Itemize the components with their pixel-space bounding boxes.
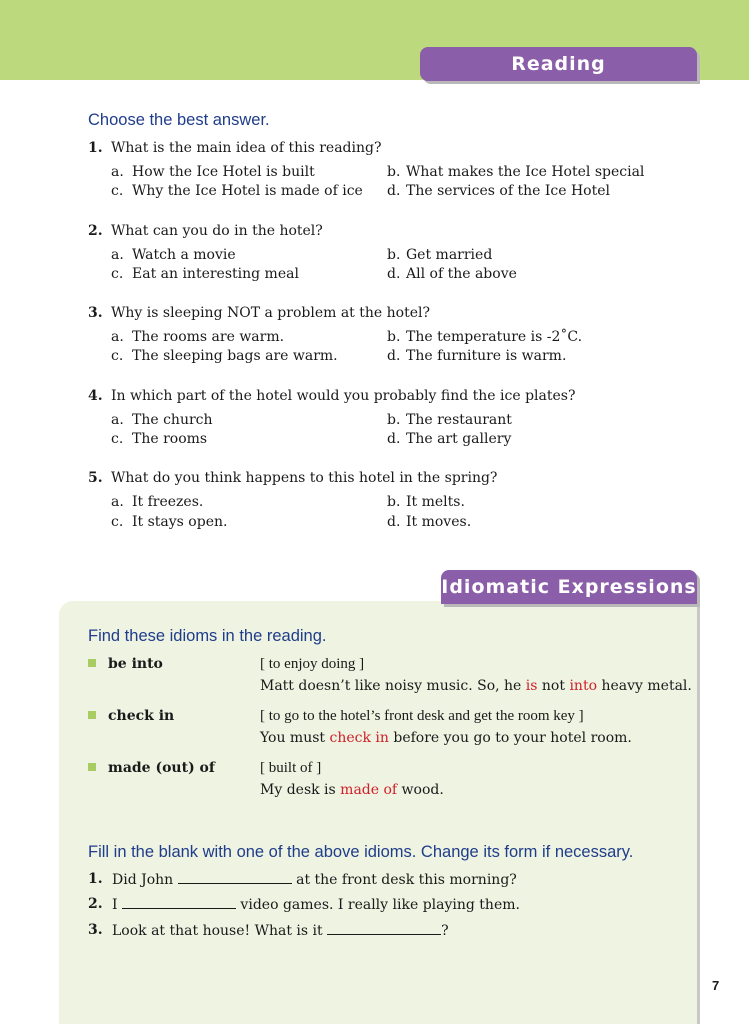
fill-number: 1.: [88, 871, 103, 887]
question-number: 2.: [88, 223, 103, 239]
option-letter: a.: [111, 247, 124, 263]
option-letter: a.: [111, 412, 124, 428]
question-number: 1.: [88, 140, 103, 156]
option-letter: d.: [387, 183, 401, 199]
option-letter: a.: [111, 329, 124, 345]
option-c: Why the Ice Hotel is made of ice: [132, 183, 363, 199]
fill-sentence: Did John at the front desk this morning?: [112, 872, 517, 888]
option-b: The restaurant: [406, 412, 512, 428]
fill-sentence: Look at that house! What is it ?: [112, 923, 449, 939]
question-number: 4.: [88, 388, 103, 404]
square-bullet-icon: [88, 711, 96, 719]
square-bullet-icon: [88, 659, 96, 667]
answer-blank[interactable]: [178, 870, 292, 884]
idiom-example: My desk is made of wood.: [260, 782, 444, 798]
option-c: The rooms: [132, 431, 208, 447]
fill-number: 3.: [88, 922, 103, 938]
option-c: The sleeping bags are warm.: [132, 348, 338, 364]
idiom-definition: [ to go to the hotel’s front desk and get the room key ]: [260, 708, 584, 724]
option-letter: c.: [111, 183, 124, 199]
instruction-heading: Choose the best answer.: [88, 111, 270, 129]
fill-number: 2.: [88, 896, 103, 912]
option-letter: a.: [111, 164, 124, 180]
answer-blank[interactable]: [122, 895, 236, 909]
option-a: It freezes.: [132, 494, 204, 510]
option-d: All of the above: [406, 266, 517, 282]
fill-sentence: I video games. I really like playing them.: [112, 897, 520, 913]
idiom-term: made (out) of: [108, 760, 215, 776]
option-letter: c.: [111, 431, 124, 447]
option-b: It melts.: [406, 494, 465, 510]
option-a: The rooms are warm.: [132, 329, 285, 345]
option-letter: c.: [111, 348, 124, 364]
option-letter: c.: [111, 514, 124, 530]
option-d: The services of the Ice Hotel: [406, 183, 610, 199]
option-a: Watch a movie: [132, 247, 236, 263]
option-d: The art gallery: [406, 431, 512, 447]
option-a: The church: [132, 412, 213, 428]
option-letter: b.: [387, 329, 401, 345]
idiomatic-expressions-tab: Idiomatic Expressions: [441, 570, 697, 604]
question-number: 5.: [88, 470, 103, 486]
option-d: It moves.: [406, 514, 472, 530]
question-text: In which part of the hotel would you probably find the ice plates?: [111, 388, 576, 404]
idiom-definition: [ to enjoy doing ]: [260, 656, 365, 672]
question-text: What is the main idea of this reading?: [111, 140, 382, 156]
option-c: Eat an interesting meal: [132, 266, 299, 282]
square-bullet-icon: [88, 763, 96, 771]
option-letter: b.: [387, 247, 401, 263]
option-letter: b.: [387, 412, 401, 428]
option-a: How the Ice Hotel is built: [132, 164, 315, 180]
idiom-example: Matt doesn’t like noisy music. So, he is not into heavy metal.: [260, 678, 692, 694]
fill-heading: Fill in the blank with one of the above idioms. Change its form if necessary.: [88, 843, 634, 861]
idiom-term: check in: [108, 708, 175, 724]
option-letter: b.: [387, 494, 401, 510]
reading-comprehension-tab: Reading Comprehension: [420, 47, 697, 81]
option-letter: d.: [387, 348, 401, 364]
answer-blank[interactable]: [327, 921, 441, 935]
option-b: Get married: [406, 247, 493, 263]
option-letter: d.: [387, 431, 401, 447]
option-b: The temperature is -2˚C.: [406, 329, 583, 345]
question-number: 3.: [88, 305, 103, 321]
idiom-term: be into: [108, 656, 163, 672]
option-letter: c.: [111, 266, 124, 282]
question-text: What do you think happens to this hotel in the spring?: [111, 470, 498, 486]
question-text: Why is sleeping NOT a problem at the hotel?: [111, 305, 430, 321]
question-text: What can you do in the hotel?: [111, 223, 323, 239]
option-letter: d.: [387, 266, 401, 282]
option-letter: a.: [111, 494, 124, 510]
option-letter: d.: [387, 514, 401, 530]
option-b: What makes the Ice Hotel special: [406, 164, 645, 180]
option-d: The furniture is warm.: [406, 348, 567, 364]
option-c: It stays open.: [132, 514, 228, 530]
page-number: 7: [712, 978, 720, 993]
idiom-example: You must check in before you go to your hotel room.: [260, 730, 632, 746]
option-letter: b.: [387, 164, 401, 180]
idioms-heading: Find these idioms in the reading.: [88, 627, 327, 645]
idiom-definition: [ built of ]: [260, 760, 322, 776]
